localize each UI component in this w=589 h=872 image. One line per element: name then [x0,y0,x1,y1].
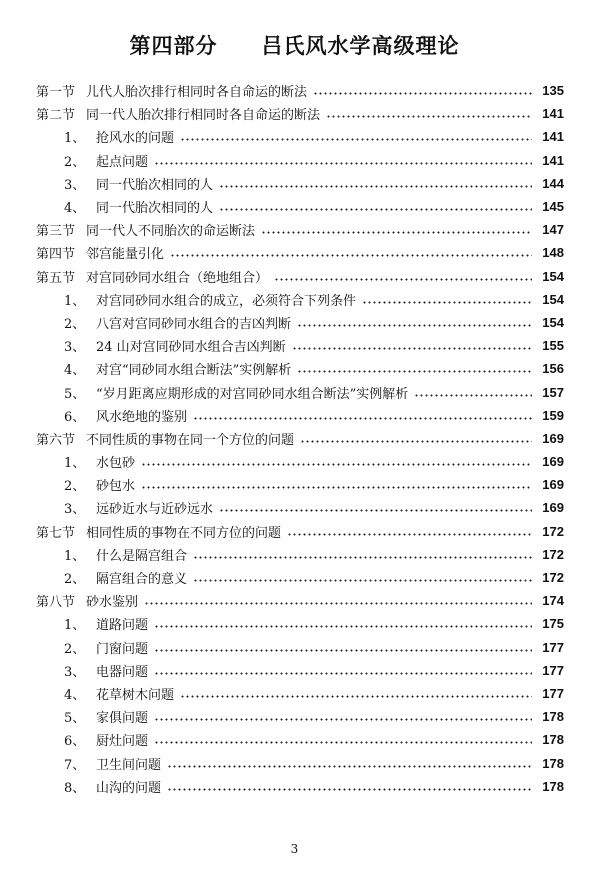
toc-entry-page: 178 [542,732,564,748]
toc-entry[interactable] [36,751,564,774]
dot-leader [261,231,532,234]
toc-entry-page: 154 [542,314,564,330]
toc-entry-number: 2、 [64,154,86,170]
toc-entry-title: 山沟的问题 [96,780,162,796]
dot-leader [154,162,532,165]
toc-entry-number: 3、 [64,502,86,518]
toc-entry-number: 1、 [64,131,86,147]
dot-leader [154,741,532,744]
dot-leader [362,301,532,304]
toc-entry-title: 抢风水的问题 [96,131,175,147]
toc-entry-number: 第七节 [36,525,76,541]
table-of-contents [36,79,564,798]
toc-entry-page: 175 [542,616,564,632]
toc-entry-page: 141 [542,152,564,168]
toc-entry-title: 对宫同砂同水组合（绝地组合） [86,270,269,286]
dot-leader [287,533,532,536]
toc-entry-page: 177 [542,662,564,678]
dot-leader [141,486,532,489]
toc-entry[interactable] [36,473,564,496]
toc-entry-page: 169 [542,500,564,516]
dot-leader [219,185,532,188]
toc-entry-page: 159 [542,407,564,423]
toc-entry-title: 24 山对宫同砂同水组合吉凶判断 [96,340,286,356]
dot-leader [219,509,532,512]
toc-entry-title: 道路问题 [96,618,149,634]
toc-entry-page: 169 [542,430,564,446]
toc-entry-number: 5、 [64,711,86,727]
toc-entry-page: 177 [542,685,564,701]
toc-entry-title: 儿代人胎次排行相同时各自命运的断法 [86,85,308,101]
toc-entry-page: 172 [542,570,564,586]
toc-entry-number: 6、 [64,734,86,750]
toc-entry-title: 隔宫组合的意义 [96,572,188,588]
toc-entry-title: 同一代人不同胎次的命运断法 [86,224,256,240]
toc-entry-number: 1、 [64,618,86,634]
toc-entry-number: 1、 [64,548,86,564]
toc-entry-page: 172 [542,546,564,562]
toc-entry[interactable] [36,218,564,241]
dot-leader [326,115,532,118]
toc-entry-number: 3、 [64,664,86,680]
toc-entry-number: 3、 [64,340,86,356]
toc-entry-page: 172 [542,523,564,539]
toc-entry-page: 177 [542,639,564,655]
toc-entry-number: 第六节 [36,432,76,448]
toc-entry-number: 2、 [64,641,86,657]
toc-entry-title: 对宫同砂同水组合的成立，必须符合下列条件 [96,293,357,309]
toc-entry-number: 第一节 [36,85,76,101]
dot-leader [180,138,532,141]
toc-entry-number: 第五节 [36,270,76,286]
toc-entry-title: 什么是隔宫组合 [96,548,188,564]
toc-entry[interactable] [36,125,564,148]
toc-entry[interactable] [36,705,564,728]
toc-entry-title: 邻宫能量引化 [86,247,165,263]
toc-entry[interactable] [36,589,564,612]
toc-entry[interactable] [36,404,564,427]
toc-entry-page: 178 [542,778,564,794]
dot-leader [313,92,532,95]
toc-entry-title: 厨灶问题 [96,734,149,750]
toc-entry[interactable] [36,172,564,195]
toc-entry-title: 八宫对宫同砂同水组合的吉凶判断 [96,316,292,332]
toc-entry[interactable] [36,427,564,450]
dot-leader [154,649,532,652]
page-title [0,30,589,60]
dot-leader [154,718,532,721]
toc-entry-number: 8、 [64,780,86,796]
toc-entry-page: 169 [542,454,564,470]
page-number: 3 [290,842,299,856]
dot-leader [170,254,532,257]
toc-entry[interactable] [36,682,564,705]
toc-entry[interactable] [36,520,564,543]
toc-entry-page: 147 [542,222,564,238]
toc-entry-title: 砂水鉴别 [86,595,139,611]
toc-entry-number: 2、 [64,572,86,588]
toc-entry-title: 相同性质的事物在不同方位的问题 [86,525,282,541]
dot-leader [193,556,532,559]
toc-entry-title: 水包砂 [96,456,136,472]
toc-entry-number: 第八节 [36,595,76,611]
dot-leader [292,347,532,350]
toc-entry-number: 第三节 [36,224,76,240]
dot-leader [297,370,532,373]
toc-entry[interactable] [36,195,564,218]
toc-entry[interactable] [36,334,564,357]
toc-entry[interactable] [36,79,564,102]
toc-entry-title: 卫生间问题 [96,757,162,773]
toc-entry[interactable] [36,496,564,519]
toc-entry[interactable] [36,102,564,125]
toc-entry-number: 1、 [64,456,86,472]
toc-entry-page: 154 [542,291,564,307]
dot-leader [154,672,532,675]
toc-entry-title: 风水绝地的鉴别 [96,409,188,425]
toc-entry-number: 2、 [64,316,86,332]
toc-entry-number: 5、 [64,386,86,402]
dot-leader [144,602,532,605]
toc-entry[interactable] [36,543,564,566]
toc-entry-title: “岁月距离应期形成的对宫同砂同水组合断法”实例解析 [96,386,409,402]
toc-entry[interactable] [36,357,564,380]
toc-entry-page: 144 [542,175,564,191]
toc-entry-title: 不同性质的事物在同一个方位的问题 [86,432,295,448]
toc-entry-title: 远砂近水与近砂远水 [96,502,214,518]
toc-entry-page: 174 [542,593,564,609]
toc-entry-number: 4、 [64,687,86,703]
toc-entry-title: 电器问题 [96,664,149,680]
toc-entry-number: 3、 [64,177,86,193]
toc-entry-title: 花草树木问题 [96,687,175,703]
toc-entry-page: 135 [542,83,564,99]
dot-leader [141,463,532,466]
toc-entry-title: 门窗问题 [96,641,149,657]
toc-entry[interactable] [36,728,564,751]
toc-entry-page: 156 [542,361,564,377]
toc-entry[interactable] [36,311,564,334]
toc-entry-page: 155 [542,338,564,354]
toc-entry-title: 同一代胎次相同的人 [96,177,214,193]
dot-leader [274,278,532,281]
toc-entry[interactable] [36,149,564,172]
toc-entry-page: 141 [542,106,564,122]
toc-entry-number: 第四节 [36,247,76,263]
toc-entry-title: 同一代胎次相同的人 [96,201,214,217]
toc-entry[interactable] [36,566,564,589]
part-name: 吕氏风水学高级理论 [261,34,460,58]
toc-entry[interactable] [36,241,564,264]
toc-entry-number: 第二节 [36,108,76,124]
toc-entry-number: 4、 [64,201,86,217]
toc-entry-page: 157 [542,384,564,400]
toc-entry-page: 178 [542,709,564,725]
dot-leader [193,417,532,420]
toc-entry-number: 6、 [64,409,86,425]
dot-leader [300,440,532,443]
toc-entry[interactable] [36,636,564,659]
toc-entry-title: 砂包水 [96,479,136,495]
toc-entry[interactable] [36,380,564,403]
toc-entry[interactable] [36,450,564,473]
toc-entry-number: 4、 [64,363,86,379]
toc-entry-title: 对宫“同砂同水组合断法”实例解析 [96,363,292,379]
dot-leader [219,208,532,211]
dot-leader [297,324,532,327]
dot-leader [167,765,532,768]
dot-leader [167,788,532,791]
toc-entry-page: 154 [542,268,564,284]
toc-entry-page: 141 [542,129,564,145]
toc-entry-page: 148 [542,245,564,261]
toc-entry-title: 家俱问题 [96,711,149,727]
part-label: 第四部分 [129,34,218,58]
toc-entry-page: 178 [542,755,564,771]
dot-leader [180,695,532,698]
toc-entry-title: 同一代人胎次排行相同时各自命运的断法 [86,108,321,124]
toc-entry[interactable] [36,659,564,682]
dot-leader [414,394,532,397]
dot-leader [193,579,532,582]
toc-entry-title: 起点问题 [96,154,149,170]
toc-entry-page: 169 [542,477,564,493]
toc-entry[interactable] [36,775,564,798]
toc-entry-page: 145 [542,199,564,215]
toc-entry-number: 7、 [64,757,86,773]
dot-leader [154,625,532,628]
toc-entry[interactable] [36,612,564,635]
toc-entry[interactable] [36,265,564,288]
toc-entry-number: 2、 [64,479,86,495]
toc-entry-number: 1、 [64,293,86,309]
toc-entry[interactable] [36,288,564,311]
